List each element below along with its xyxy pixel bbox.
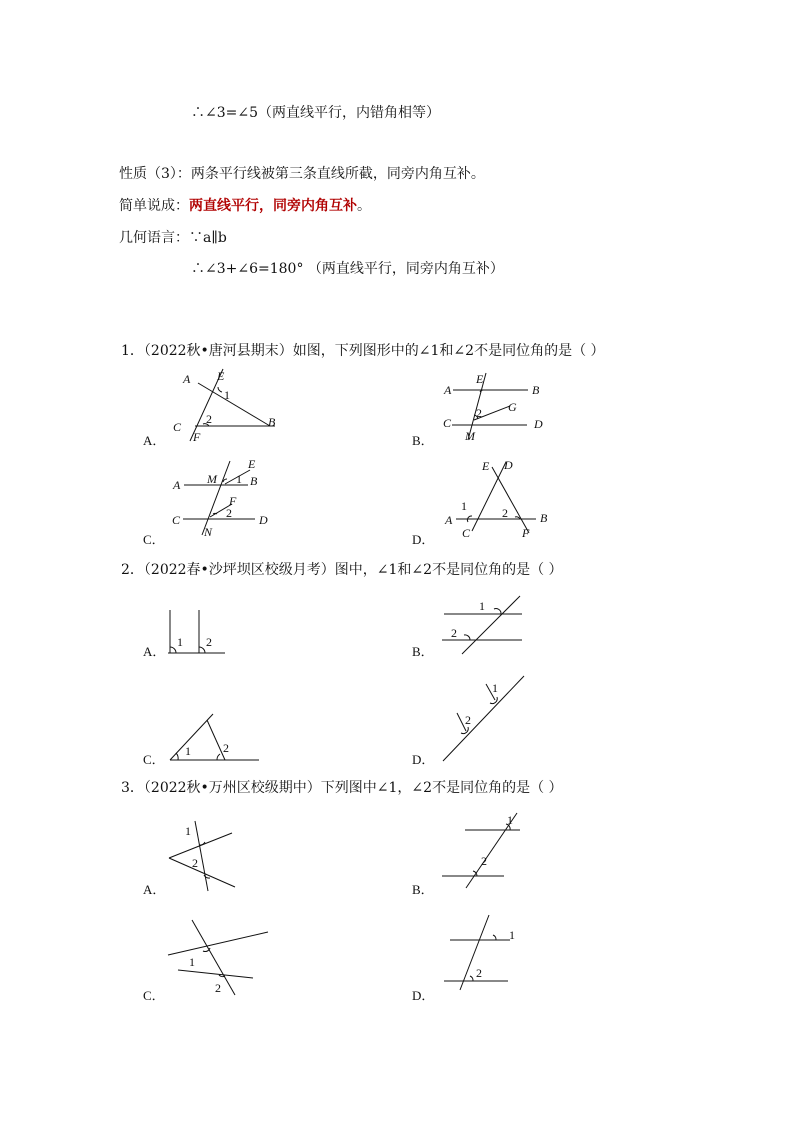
q2-figure-b	[440, 590, 530, 660]
question-1-stem: 1．（2022秋•唐河县期末）如图，下列图形中的∠1和∠2不是同位角的是（ ）	[121, 343, 605, 359]
q1a-label: 2	[206, 412, 212, 426]
q1-option-b: B．	[412, 433, 434, 448]
q3-option-b: B．	[412, 882, 434, 897]
q1-option-d: D．	[412, 532, 435, 547]
q2b-label: 2	[451, 626, 457, 640]
q1c-label: C	[172, 513, 181, 527]
question-2-stem: 2．（2022春•沙坪坝区校级月考）图中，∠1和∠2不是同位角的是（ ）	[121, 562, 563, 578]
q1b-label: C	[443, 416, 452, 430]
q1a-label: 1	[224, 388, 230, 402]
q1b-label: M	[465, 429, 475, 443]
q1d-label: F	[522, 526, 530, 540]
geometry-conclusion: ∴∠3+∠6=180° （两直线平行，同旁内角互补）	[191, 261, 504, 277]
q1d-label: C	[462, 526, 471, 540]
q2-option-b: B．	[412, 644, 434, 659]
q1c-label: F	[229, 494, 237, 508]
q1d-label: D	[504, 458, 513, 472]
q3-option-a: A．	[143, 882, 166, 897]
q1b-label: D	[534, 417, 543, 431]
q2-option-a: A．	[143, 644, 166, 659]
q1-figure-d	[440, 455, 560, 540]
property-3: 性质（3）：两条平行线被第三条直线所截，同旁内角互补。	[119, 166, 485, 182]
q3-option-c: C．	[143, 988, 165, 1003]
q3-figure-c	[165, 915, 275, 1000]
q1d-label: 1	[461, 499, 467, 513]
q1b-label: A	[444, 383, 452, 397]
q2-figure-a	[165, 605, 235, 660]
q2c-label: 1	[185, 744, 191, 758]
q2a-label: 1	[177, 635, 183, 649]
geometry-language: 几何语言：∵a∥b	[119, 230, 227, 246]
q2-figure-d	[440, 672, 530, 767]
q1a-label: B	[268, 415, 276, 429]
q1c-label: B	[250, 474, 258, 488]
q3-option-d: D．	[412, 988, 435, 1003]
q1a-label: E	[217, 369, 225, 383]
q1b-label: 2	[476, 406, 482, 420]
q1c-label: D	[259, 513, 268, 527]
q3-figure-d	[440, 910, 530, 995]
q1d-label: E	[482, 459, 490, 473]
q2c-label: 2	[223, 741, 229, 755]
q3c-label: 2	[215, 981, 221, 995]
q1c-label: A	[173, 478, 181, 492]
q3-figure-a	[165, 815, 245, 895]
q3d-label: 2	[476, 966, 482, 980]
q1c-label: M	[207, 472, 217, 486]
simple-suffix: 。	[357, 198, 371, 214]
q3d-label: 1	[509, 928, 515, 942]
q3b-label: 1	[507, 813, 513, 827]
conclusion-line: ∴∠3=∠5（两直线平行，内错角相等）	[191, 105, 441, 121]
q1-option-c: C．	[143, 532, 165, 547]
q1-figure-c	[170, 455, 290, 540]
q3b-label: 2	[481, 854, 487, 868]
q1b-label: G	[508, 400, 517, 414]
simple-prefix: 简单说成：	[119, 198, 189, 214]
q1c-label: N	[204, 525, 213, 539]
q1a-label: C	[173, 420, 182, 434]
q2a-label: 2	[206, 635, 212, 649]
q1d-label: A	[445, 513, 453, 527]
q1a-label: F	[193, 430, 201, 444]
q1b-label: B	[532, 383, 540, 397]
q3a-label: 2	[192, 856, 198, 870]
q2-option-d: D．	[412, 752, 435, 767]
q2b-label: 1	[479, 599, 485, 613]
q1a-label: A	[183, 372, 191, 386]
q1-figure-a	[165, 365, 285, 445]
q2d-label: 2	[465, 713, 471, 727]
q2-figure-c	[165, 708, 265, 768]
q1c-label: 2	[226, 506, 232, 520]
q2d-label: 1	[492, 681, 498, 695]
q3c-label: 1	[189, 955, 195, 969]
question-3-stem: 3．（2022秋•万州区校级期中）下列图中∠1，∠2不是同位角的是（ ）	[121, 780, 563, 796]
q2-option-c: C．	[143, 752, 165, 767]
q1-option-a: A．	[143, 433, 166, 448]
q3a-label: 1	[185, 824, 191, 838]
simple-statement	[119, 197, 371, 215]
q1d-label: B	[540, 511, 548, 525]
q1c-label: 1	[236, 472, 242, 486]
simple-highlight: 两直线平行，同旁内角互补	[189, 198, 357, 214]
q1-figure-b	[440, 368, 560, 448]
q1b-label: E	[476, 372, 484, 386]
q1d-label: 2	[502, 506, 508, 520]
q3-figure-b	[440, 810, 530, 895]
q1c-label: E	[248, 457, 256, 471]
